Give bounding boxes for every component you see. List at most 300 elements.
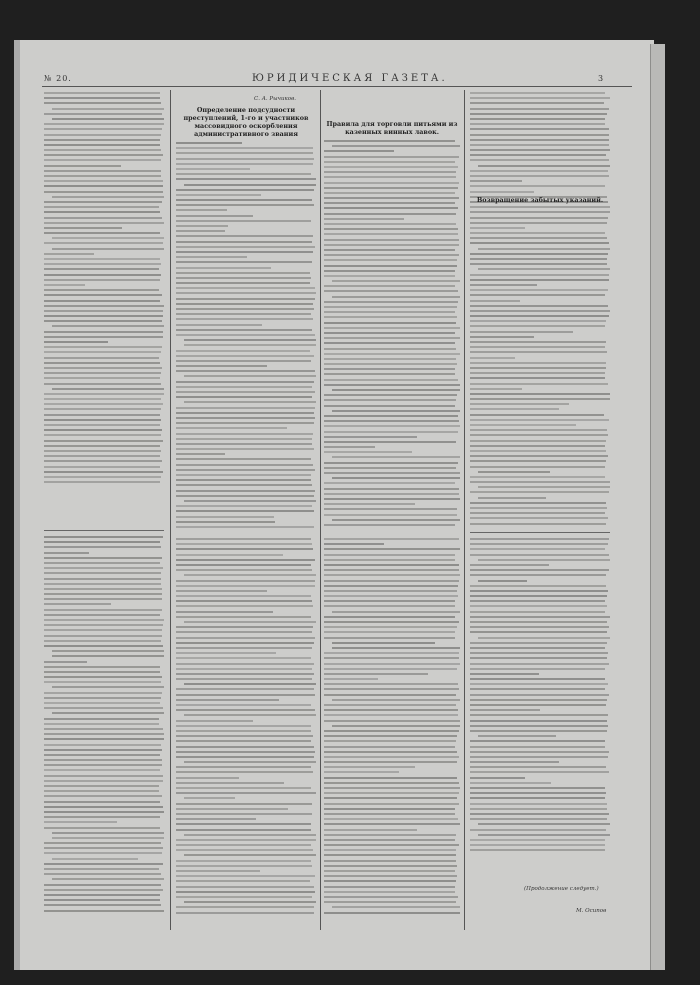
- text-line: [324, 688, 459, 690]
- text-line: [324, 482, 455, 484]
- text-line: [44, 593, 162, 595]
- text-line: [324, 342, 455, 344]
- text-line: [324, 140, 455, 142]
- text-line: [44, 868, 159, 870]
- text-line: [470, 657, 607, 659]
- column-divider-3: [464, 90, 465, 930]
- text-line: [324, 290, 458, 292]
- text-line: [470, 393, 610, 395]
- text-line: [324, 503, 415, 505]
- text-line: [176, 448, 314, 450]
- text-line: [44, 165, 121, 167]
- text-line: [44, 424, 160, 426]
- text-line: [176, 766, 311, 768]
- text-line: [44, 899, 160, 901]
- text-line: [470, 403, 569, 405]
- text-line: [470, 336, 534, 338]
- text-line: [44, 398, 161, 400]
- text-line: [44, 455, 160, 457]
- text-line: [470, 320, 606, 322]
- text-line: [470, 175, 609, 177]
- text-line: [44, 300, 160, 302]
- text-line: [470, 797, 605, 799]
- text-line: [470, 491, 609, 493]
- text-line: [478, 834, 610, 836]
- text-line: [176, 386, 312, 388]
- text-line: [176, 673, 314, 675]
- text-line: [44, 310, 163, 312]
- text-line: [470, 325, 605, 327]
- text-line: [176, 422, 314, 424]
- text-line: [478, 486, 610, 488]
- text-line: [176, 559, 315, 561]
- text-line: [478, 559, 610, 561]
- text-line: [324, 782, 459, 784]
- text-line: [470, 284, 537, 286]
- text-line: [470, 538, 609, 540]
- text-line: [44, 346, 162, 348]
- text-line: [44, 718, 159, 720]
- text-line: [44, 827, 160, 829]
- text-line: [324, 348, 456, 350]
- text-line: [176, 443, 312, 445]
- text-line: [176, 391, 315, 393]
- text-line: [176, 298, 315, 300]
- text-line: [324, 756, 459, 758]
- text-line: [176, 308, 314, 310]
- text-line: [324, 171, 456, 173]
- text-line: [324, 202, 455, 204]
- text-line: [470, 170, 608, 172]
- text-line: [470, 362, 606, 364]
- text-line: [176, 350, 310, 352]
- column-divider-2: [320, 90, 321, 930]
- text-line: [44, 351, 161, 353]
- text-line: [324, 818, 458, 820]
- text-line: [44, 769, 160, 771]
- text-line: [44, 263, 161, 265]
- text-line: [324, 218, 404, 220]
- text-line: [324, 270, 455, 272]
- text-line: [324, 580, 459, 582]
- text-line: [176, 199, 312, 201]
- text-line: [44, 217, 162, 219]
- text-line: [470, 232, 605, 234]
- text-line: [324, 870, 455, 872]
- text-line: [324, 213, 456, 215]
- text-line: [176, 256, 247, 258]
- text-line: [184, 761, 316, 763]
- text-line: [176, 427, 287, 429]
- text-line: [44, 557, 162, 559]
- text-line: [470, 642, 607, 644]
- text-line: [324, 451, 412, 453]
- text-line: [44, 572, 161, 574]
- text-line: [44, 408, 161, 410]
- text-line: [470, 621, 607, 623]
- text-line: [324, 446, 375, 448]
- text-line: [470, 756, 608, 758]
- text-line: [478, 735, 556, 737]
- text-line: [332, 699, 460, 701]
- text-line: [470, 102, 604, 104]
- text-line: [44, 336, 163, 338]
- text-line: [176, 505, 312, 507]
- text-line: [176, 787, 311, 789]
- text-line: [324, 436, 417, 438]
- upper-column-1: [44, 92, 164, 490]
- text-line: [478, 637, 610, 639]
- text-line: [44, 863, 163, 865]
- text-line: [176, 870, 260, 872]
- text-line: [324, 616, 455, 618]
- text-line: [470, 450, 606, 452]
- text-line: [176, 844, 311, 846]
- text-line: [176, 168, 250, 170]
- text-line: [324, 415, 458, 417]
- text-line: [324, 668, 457, 670]
- text-line: [470, 481, 610, 483]
- text-line: [470, 424, 576, 426]
- text-line: [324, 254, 459, 256]
- text-line: [470, 631, 607, 633]
- text-line: [324, 373, 455, 375]
- text-line: [176, 272, 310, 274]
- text-line: [44, 681, 161, 683]
- text-line: [184, 500, 316, 502]
- text-line: [44, 341, 108, 343]
- text-line: [176, 792, 316, 794]
- text-line: [324, 176, 456, 178]
- text-line: [176, 152, 313, 154]
- text-line: [324, 569, 459, 571]
- text-line: [324, 746, 455, 748]
- text-line: [470, 709, 540, 711]
- text-line: [324, 493, 459, 495]
- text-line: [44, 614, 160, 616]
- text-line: [52, 325, 164, 327]
- text-line: [324, 912, 460, 914]
- text-line: [176, 720, 253, 722]
- text-line: [44, 795, 162, 797]
- text-line: [176, 585, 315, 587]
- text-line: [324, 600, 455, 602]
- text-line: [176, 334, 315, 336]
- text-line: [44, 227, 122, 229]
- text-line: [324, 730, 459, 732]
- text-line: [324, 797, 457, 799]
- text-line: [470, 782, 551, 784]
- text-line: [470, 383, 608, 385]
- text-line: [176, 407, 315, 409]
- text-line: [470, 808, 607, 810]
- text-line: [44, 170, 161, 172]
- text-line: [324, 311, 455, 313]
- text-line: [324, 441, 456, 443]
- text-line: [176, 490, 315, 492]
- text-line: [324, 766, 415, 768]
- text-line: [470, 704, 606, 706]
- page-edge: [650, 44, 665, 970]
- text-line: [44, 847, 163, 849]
- text-line: [324, 803, 459, 805]
- text-line: [44, 894, 160, 896]
- text-line: [44, 578, 161, 580]
- text-line: [176, 458, 311, 460]
- text-line: [176, 189, 314, 191]
- text-line: [176, 746, 314, 748]
- text-line: [470, 543, 608, 545]
- text-line: [176, 906, 314, 908]
- text-line: [44, 102, 161, 104]
- text-line: [470, 419, 609, 421]
- text-line: [52, 118, 164, 120]
- text-line: [470, 813, 609, 815]
- text-line: [470, 294, 605, 296]
- text-line: [470, 440, 606, 442]
- text-line: [470, 97, 610, 99]
- text-line: [176, 495, 314, 497]
- text-line: [470, 217, 608, 219]
- text-line: [176, 220, 311, 222]
- text-line: [324, 678, 378, 680]
- text-line: [324, 508, 457, 510]
- text-line: [176, 277, 311, 279]
- text-line: [324, 358, 456, 360]
- lower-column-2: [176, 538, 316, 920]
- text-line: [44, 552, 89, 554]
- text-line: [470, 134, 609, 136]
- text-line: [184, 683, 316, 685]
- text-line: [44, 289, 159, 291]
- text-line: [176, 178, 316, 180]
- text-line: [44, 367, 162, 369]
- text-line: [470, 429, 607, 431]
- text-line: [176, 370, 315, 372]
- text-line: [44, 284, 85, 286]
- text-line: [324, 223, 456, 225]
- text-line: [470, 206, 610, 208]
- text-line: [44, 471, 163, 473]
- column-3-heading: Правила для торговли питьями из казенных винных лавок.: [326, 120, 458, 136]
- text-line: [470, 445, 605, 447]
- text-line: [44, 253, 94, 255]
- text-line: [176, 235, 313, 237]
- text-line: [44, 419, 161, 421]
- text-line: [470, 803, 607, 805]
- text-line: [176, 678, 312, 680]
- text-line: [176, 808, 288, 810]
- text-line: [44, 460, 162, 462]
- text-line: [44, 640, 161, 642]
- text-line: [176, 246, 315, 248]
- text-line: [324, 322, 456, 324]
- text-line: [332, 906, 460, 908]
- text-line: [176, 313, 311, 315]
- text-line: [44, 206, 159, 208]
- text-line: [324, 777, 457, 779]
- text-line: [44, 154, 163, 156]
- text-line: [44, 357, 159, 359]
- text-line: [324, 467, 456, 469]
- text-line: [324, 735, 457, 737]
- text-line: [470, 771, 609, 773]
- text-line: [44, 97, 160, 99]
- text-line: [324, 301, 458, 303]
- text-line: [44, 821, 117, 823]
- text-line: [324, 249, 455, 251]
- text-line: [176, 324, 262, 326]
- text-line: [44, 232, 160, 234]
- text-line: [176, 453, 225, 455]
- text-line: [176, 912, 314, 914]
- text-line: [470, 108, 609, 110]
- text-line: [44, 707, 163, 709]
- text-line: [44, 697, 161, 699]
- text-line: [324, 233, 458, 235]
- text-line: [324, 880, 456, 882]
- text-line: [470, 351, 607, 353]
- text-line: [176, 318, 313, 320]
- text-line: [44, 567, 163, 569]
- text-line: [176, 782, 284, 784]
- text-line: [324, 829, 417, 831]
- text-line: [470, 585, 606, 587]
- text-line: [470, 227, 525, 229]
- text-line: [176, 849, 313, 851]
- text-line: [324, 637, 455, 639]
- text-line: [44, 811, 164, 813]
- text-line: [44, 450, 161, 452]
- text-line: [324, 379, 458, 381]
- text-line: [52, 712, 164, 714]
- text-line: [470, 694, 609, 696]
- text-line: [52, 196, 164, 198]
- text-line: [176, 526, 314, 528]
- text-line: [176, 595, 311, 597]
- text-line: [324, 771, 399, 773]
- text-line: [470, 725, 608, 727]
- text-line: [176, 652, 276, 654]
- text-line: [470, 746, 605, 748]
- text-line: [324, 621, 459, 623]
- text-line: [470, 242, 609, 244]
- text-line: [324, 823, 460, 825]
- text-line: [470, 844, 605, 846]
- text-line: [332, 477, 460, 479]
- text-line: [324, 368, 455, 370]
- text-line: [470, 502, 606, 504]
- text-line: [176, 479, 311, 481]
- text-line: [324, 239, 459, 241]
- text-line: [470, 346, 605, 348]
- text-line: [44, 801, 160, 803]
- text-line: [44, 362, 160, 364]
- text-line: [470, 388, 522, 390]
- text-line: [44, 201, 162, 203]
- text-line: [470, 274, 609, 276]
- text-line: [44, 635, 162, 637]
- text-line: [44, 466, 160, 468]
- text-line: [324, 156, 459, 158]
- text-line: [176, 709, 315, 711]
- text-line: [176, 412, 314, 414]
- text-line: [324, 860, 456, 862]
- text-line: [324, 161, 455, 163]
- text-line: [324, 363, 457, 365]
- text-line: [470, 818, 607, 820]
- text-line: [176, 735, 313, 737]
- text-line: [52, 108, 164, 110]
- text-line: [470, 626, 609, 628]
- text-line: [44, 92, 160, 94]
- text-line: [470, 279, 609, 281]
- text-line: [44, 759, 162, 761]
- text-line: [470, 211, 610, 213]
- text-line: [44, 536, 163, 538]
- text-line: [176, 355, 314, 357]
- text-line: [176, 896, 312, 898]
- text-line: [44, 434, 161, 436]
- text-line: [44, 134, 161, 136]
- upper-column-2: [176, 142, 316, 534]
- text-line: [184, 621, 316, 623]
- text-line: [324, 652, 459, 654]
- text-line: [470, 305, 608, 307]
- text-line: [470, 367, 606, 369]
- text-line: [176, 829, 311, 831]
- text-line: [324, 244, 459, 246]
- page-number: 3: [598, 74, 605, 83]
- upper-column-3: [324, 140, 460, 530]
- text-line: [470, 123, 605, 125]
- text-line: [52, 686, 164, 688]
- text-line: [324, 792, 459, 794]
- text-line: [52, 388, 164, 390]
- text-line: [44, 645, 163, 647]
- text-line: [332, 296, 460, 298]
- text-line: [184, 375, 316, 377]
- text-line: [176, 241, 312, 243]
- text-line: [44, 676, 162, 678]
- text-line: [44, 598, 162, 600]
- text-line: [470, 761, 559, 763]
- text-line: [44, 764, 162, 766]
- text-line: [44, 692, 162, 694]
- text-line: [44, 481, 160, 483]
- text-line: [470, 647, 605, 649]
- text-line: [176, 642, 314, 644]
- text-line: [44, 749, 162, 751]
- text-line: [44, 372, 161, 374]
- text-line: [176, 730, 311, 732]
- text-line: [470, 466, 605, 468]
- text-line: [324, 425, 460, 427]
- text-line: [324, 694, 456, 696]
- text-line: [44, 583, 161, 585]
- text-line: [176, 657, 311, 659]
- text-line: [44, 159, 161, 161]
- text-line: [176, 147, 313, 149]
- text-line: [44, 588, 162, 590]
- text-line: [44, 884, 161, 886]
- text-line: [44, 671, 160, 673]
- text-line: [176, 230, 225, 232]
- text-line: [470, 144, 609, 146]
- lower-column-3: [324, 538, 460, 918]
- text-line: [470, 154, 606, 156]
- text-line: [44, 702, 160, 704]
